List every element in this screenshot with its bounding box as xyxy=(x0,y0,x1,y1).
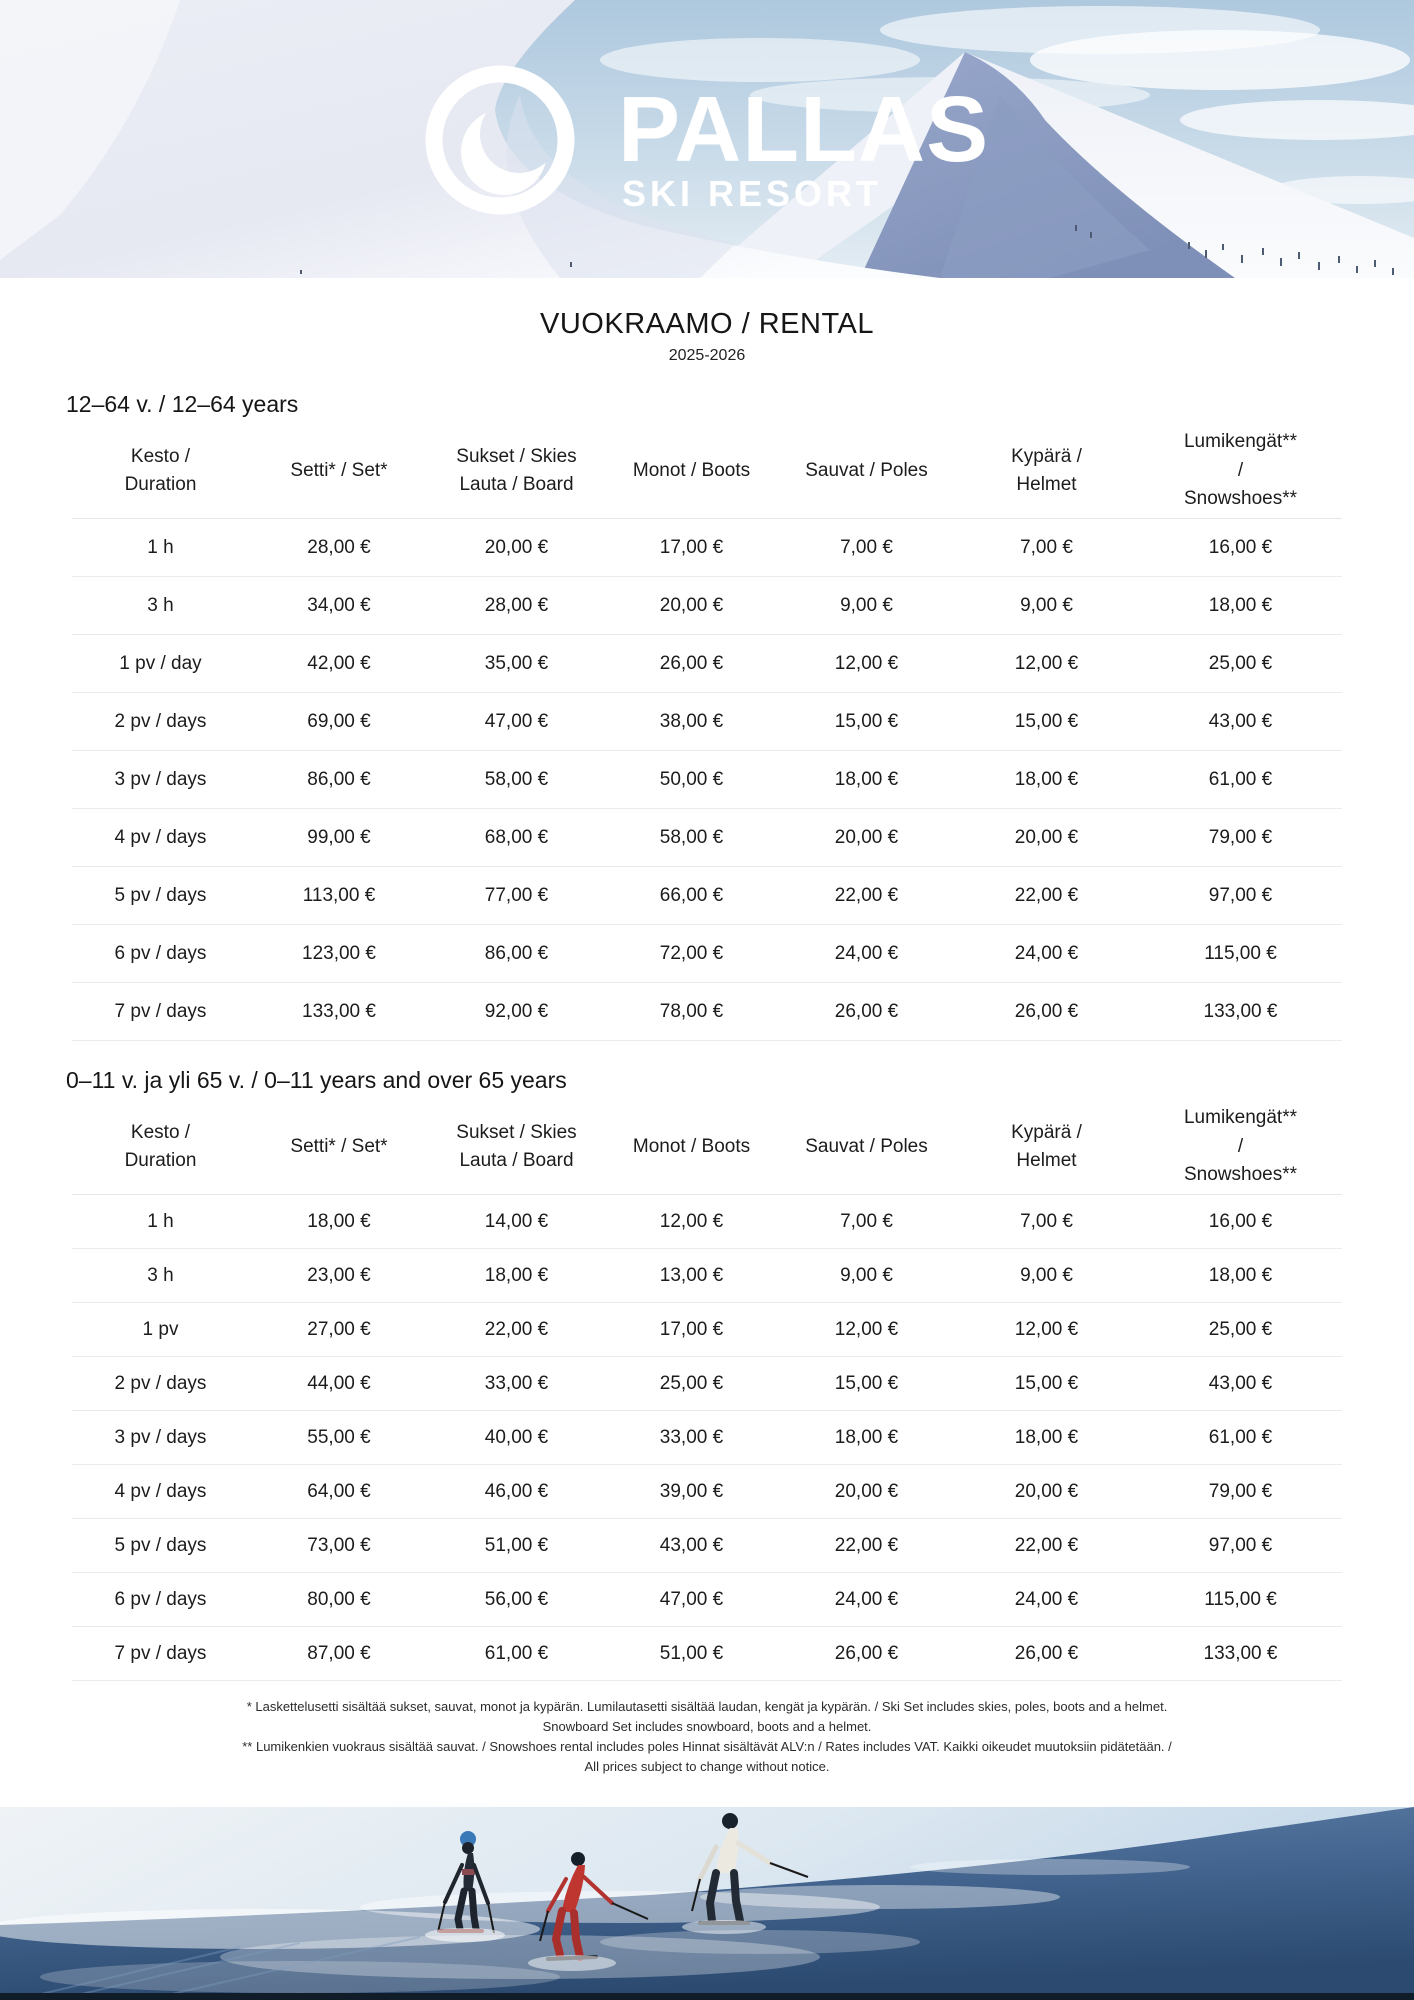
table-row xyxy=(72,1357,1342,1411)
price-cell: 22,00 € xyxy=(484,1318,549,1340)
price-cell: 24,00 € xyxy=(1014,942,1079,964)
duration-cell: 1 pv / day xyxy=(119,652,202,674)
price-cell: 86,00 € xyxy=(307,768,371,790)
price-cell: 20,00 € xyxy=(834,826,899,848)
price-cell: 28,00 € xyxy=(484,594,549,616)
price-cell: 133,00 € xyxy=(1203,1000,1278,1022)
price-cell: 61,00 € xyxy=(1208,768,1273,790)
price-cell: 33,00 € xyxy=(659,1426,724,1448)
price-cell: 115,00 € xyxy=(1204,942,1277,964)
price-cell: 80,00 € xyxy=(307,1588,371,1610)
price-cell: 18,00 € xyxy=(1208,1264,1273,1286)
price-cell: 64,00 € xyxy=(307,1480,371,1502)
duration-cell: 2 pv / days xyxy=(114,1372,207,1394)
price-cell: 40,00 € xyxy=(484,1426,549,1448)
price-cell: 38,00 € xyxy=(659,710,724,732)
price-cell: 7,00 € xyxy=(1020,536,1073,558)
table-row xyxy=(72,925,1342,983)
price-cell: 20,00 € xyxy=(1014,1480,1079,1502)
price-cell: 17,00 € xyxy=(659,1318,724,1340)
price-cell: 87,00 € xyxy=(307,1642,371,1664)
price-cell: 14,00 € xyxy=(484,1210,549,1232)
column-header: Setti* / Set* xyxy=(290,1135,388,1157)
duration-cell: 4 pv / days xyxy=(114,826,207,848)
price-cell: 12,00 € xyxy=(834,652,899,674)
price-cell: 26,00 € xyxy=(834,1000,899,1022)
footnote-line: * Laskettelusetti sisältää sukset, sauvat, monot ja kypärän. Lumilautasetti sisältää laudan, kengät ja kypärän. / Ski Set includes skies, poles, boots and a helmet. xyxy=(246,1699,1168,1714)
column-header: Kesto / Duration xyxy=(124,445,197,495)
price-cell: 69,00 € xyxy=(307,710,371,732)
price-cell: 123,00 € xyxy=(302,942,376,964)
price-cell: 15,00 € xyxy=(1014,1372,1079,1394)
duration-cell: 6 pv / days xyxy=(114,1588,207,1610)
season-label: 2025-2026 xyxy=(668,347,746,364)
price-cell: 55,00 € xyxy=(307,1426,371,1448)
table-row xyxy=(72,519,1342,577)
price-cell: 58,00 € xyxy=(659,826,724,848)
price-cell: 20,00 € xyxy=(1014,826,1079,848)
footnote-line: All prices subject to change without notice. xyxy=(584,1759,830,1774)
price-cell: 18,00 € xyxy=(834,768,899,790)
price-cell: 50,00 € xyxy=(659,768,724,790)
price-cell: 25,00 € xyxy=(1208,1318,1273,1340)
duration-cell: 3 pv / days xyxy=(114,1426,207,1448)
price-cell: 56,00 € xyxy=(484,1588,549,1610)
price-cell: 23,00 € xyxy=(307,1264,371,1286)
column-header: Kesto / Duration xyxy=(124,1121,197,1171)
skiers-scene xyxy=(0,1807,1414,2000)
price-cell: 34,00 € xyxy=(307,594,371,616)
price-cell: 79,00 € xyxy=(1208,826,1273,848)
price-cell: 27,00 € xyxy=(307,1318,371,1340)
duration-cell: 3 h xyxy=(147,1264,174,1286)
duration-cell: 3 pv / days xyxy=(114,768,207,790)
table-row xyxy=(72,751,1342,809)
table-row xyxy=(72,1627,1342,1681)
price-cell: 115,00 € xyxy=(1204,1588,1277,1610)
price-cell: 25,00 € xyxy=(659,1372,724,1394)
page-title: VUOKRAAMO / RENTAL xyxy=(540,308,874,340)
price-cell: 33,00 € xyxy=(484,1372,549,1394)
price-cell: 16,00 € xyxy=(1208,536,1273,558)
price-cell: 24,00 € xyxy=(834,1588,899,1610)
price-cell: 16,00 € xyxy=(1208,1210,1273,1232)
price-cell: 97,00 € xyxy=(1208,1534,1273,1556)
price-cell: 39,00 € xyxy=(659,1480,724,1502)
column-header: Lumikengät** / Snowshoes** xyxy=(1183,1107,1298,1186)
price-cell: 9,00 € xyxy=(1020,1264,1073,1286)
section-title-adults: 12–64 v. / 12–64 years xyxy=(66,391,299,417)
price-cell: 43,00 € xyxy=(659,1534,724,1556)
hero-header-image xyxy=(0,0,1414,278)
crescent-icon xyxy=(400,40,620,260)
column-header: Sauvat / Poles xyxy=(805,1135,928,1157)
duration-cell: 6 pv / days xyxy=(114,942,207,964)
price-cell: 25,00 € xyxy=(1208,652,1273,674)
price-cell: 28,00 € xyxy=(307,536,371,558)
price-cell: 9,00 € xyxy=(1020,594,1073,616)
price-cell: 58,00 € xyxy=(484,768,549,790)
logo-subtitle: SKI RESORT xyxy=(622,173,883,214)
table-body xyxy=(72,1195,1342,1681)
logo-wordmark: PALLAS xyxy=(618,77,990,181)
price-cell: 24,00 € xyxy=(1014,1588,1079,1610)
price-cell: 9,00 € xyxy=(840,594,893,616)
price-cell: 51,00 € xyxy=(659,1642,724,1664)
table-body xyxy=(72,519,1342,1041)
duration-cell: 1 h xyxy=(147,536,174,558)
price-cell: 12,00 € xyxy=(1014,1318,1079,1340)
price-cell: 133,00 € xyxy=(302,1000,376,1022)
price-cell: 61,00 € xyxy=(1208,1426,1273,1448)
price-cell: 97,00 € xyxy=(1208,884,1273,906)
column-header: Monot / Boots xyxy=(632,1135,751,1157)
mountain-scene xyxy=(0,0,1414,278)
duration-cell: 3 h xyxy=(147,594,174,616)
price-cell: 22,00 € xyxy=(1014,884,1079,906)
table-header-row xyxy=(72,1100,1342,1195)
price-cell: 72,00 € xyxy=(659,942,724,964)
duration-cell: 4 pv / days xyxy=(114,1480,207,1502)
footnote-line: ** Lumikenkien vuokraus sisältää sauvat. / Snowshoes rental includes poles Hinnat sisältävät ALV:n / Rates includes VAT. Kaikki oikeudet muutoksiin pidätetään. / xyxy=(242,1739,1172,1754)
price-cell: 44,00 € xyxy=(307,1372,371,1394)
price-cell: 20,00 € xyxy=(834,1480,899,1502)
footer-dark-strip xyxy=(0,1993,1414,2000)
price-cell: 12,00 € xyxy=(1014,652,1079,674)
price-cell: 26,00 € xyxy=(834,1642,899,1664)
table-row xyxy=(72,1411,1342,1465)
price-cell: 79,00 € xyxy=(1208,1480,1273,1502)
price-cell: 26,00 € xyxy=(659,652,724,674)
table-row xyxy=(72,693,1342,751)
table-row xyxy=(72,1573,1342,1627)
column-header: Kypärä / Helmet xyxy=(1011,445,1082,495)
price-cell: 18,00 € xyxy=(1208,594,1273,616)
price-cell: 15,00 € xyxy=(834,1372,899,1394)
price-cell: 20,00 € xyxy=(659,594,724,616)
section-title-children-seniors: 0–11 v. ja yli 65 v. / 0–11 years and over 65 years xyxy=(66,1067,567,1093)
price-cell: 66,00 € xyxy=(659,884,724,906)
price-cell: 15,00 € xyxy=(834,710,899,732)
price-cell: 68,00 € xyxy=(484,826,549,848)
column-header: Kypärä / Helmet xyxy=(1011,1121,1082,1171)
price-cell: 26,00 € xyxy=(1014,1642,1079,1664)
price-cell: 15,00 € xyxy=(1014,710,1079,732)
table-row xyxy=(72,1303,1342,1357)
table-row xyxy=(72,809,1342,867)
table-header-row xyxy=(72,424,1342,519)
price-cell: 77,00 € xyxy=(484,884,549,906)
price-cell: 18,00 € xyxy=(1014,1426,1079,1448)
price-cell: 35,00 € xyxy=(484,652,549,674)
price-cell: 92,00 € xyxy=(484,1000,549,1022)
price-cell: 7,00 € xyxy=(840,1210,893,1232)
price-cell: 7,00 € xyxy=(1020,1210,1073,1232)
price-cell: 18,00 € xyxy=(834,1426,899,1448)
column-header: Monot / Boots xyxy=(632,459,751,481)
price-cell: 22,00 € xyxy=(834,1534,899,1556)
table-row xyxy=(72,1519,1342,1573)
table-row xyxy=(72,635,1342,693)
duration-cell: 7 pv / days xyxy=(114,1000,207,1022)
price-cell: 113,00 € xyxy=(302,884,376,906)
price-cell: 7,00 € xyxy=(840,536,893,558)
price-cell: 99,00 € xyxy=(307,826,371,848)
price-cell: 51,00 € xyxy=(484,1534,549,1556)
price-cell: 42,00 € xyxy=(307,652,371,674)
price-cell: 73,00 € xyxy=(307,1534,371,1556)
price-cell: 12,00 € xyxy=(659,1210,724,1232)
price-cell: 46,00 € xyxy=(484,1480,549,1502)
price-cell: 47,00 € xyxy=(659,1588,724,1610)
price-cell: 26,00 € xyxy=(1014,1000,1079,1022)
price-cell: 20,00 € xyxy=(484,536,549,558)
table-row xyxy=(72,1465,1342,1519)
price-table-adults xyxy=(72,424,1342,1041)
price-table-children-seniors xyxy=(72,1100,1342,1681)
footer-skiers-image xyxy=(0,1807,1414,2000)
column-header: Sauvat / Poles xyxy=(805,459,928,481)
price-cell: 61,00 € xyxy=(484,1642,549,1664)
price-cell: 24,00 € xyxy=(834,942,899,964)
price-cell: 9,00 € xyxy=(840,1264,893,1286)
price-cell: 47,00 € xyxy=(484,710,549,732)
price-cell: 22,00 € xyxy=(834,884,899,906)
price-cell: 43,00 € xyxy=(1208,1372,1273,1394)
price-cell: 86,00 € xyxy=(484,942,549,964)
price-cell: 18,00 € xyxy=(1014,768,1079,790)
duration-cell: 5 pv / days xyxy=(114,1534,207,1556)
column-header: Sukset / Skies Lauta / Board xyxy=(456,1121,577,1171)
table-row xyxy=(72,1195,1342,1249)
duration-cell: 1 h xyxy=(147,1210,174,1232)
price-cell: 18,00 € xyxy=(307,1210,371,1232)
table-row xyxy=(72,1249,1342,1303)
price-cell: 13,00 € xyxy=(659,1264,724,1286)
table-row xyxy=(72,983,1342,1041)
duration-cell: 1 pv xyxy=(142,1318,179,1340)
duration-cell: 2 pv / days xyxy=(114,710,207,732)
price-cell: 133,00 € xyxy=(1203,1642,1278,1664)
duration-cell: 7 pv / days xyxy=(114,1642,207,1664)
price-cell: 12,00 € xyxy=(834,1318,899,1340)
column-header: Setti* / Set* xyxy=(290,459,388,481)
price-cell: 18,00 € xyxy=(484,1264,549,1286)
column-header: Sukset / Skies Lauta / Board xyxy=(456,445,577,495)
price-cell: 22,00 € xyxy=(1014,1534,1079,1556)
footnotes xyxy=(0,1697,1414,1777)
duration-cell: 5 pv / days xyxy=(114,884,207,906)
price-cell: 43,00 € xyxy=(1208,710,1273,732)
table-row xyxy=(72,867,1342,925)
column-header: Lumikengät** / Snowshoes** xyxy=(1183,431,1298,510)
price-cell: 17,00 € xyxy=(659,536,724,558)
table-row xyxy=(72,577,1342,635)
price-cell: 78,00 € xyxy=(659,1000,724,1022)
footnote-line: Snowboard Set includes snowboard, boots and a helmet. xyxy=(542,1719,872,1734)
